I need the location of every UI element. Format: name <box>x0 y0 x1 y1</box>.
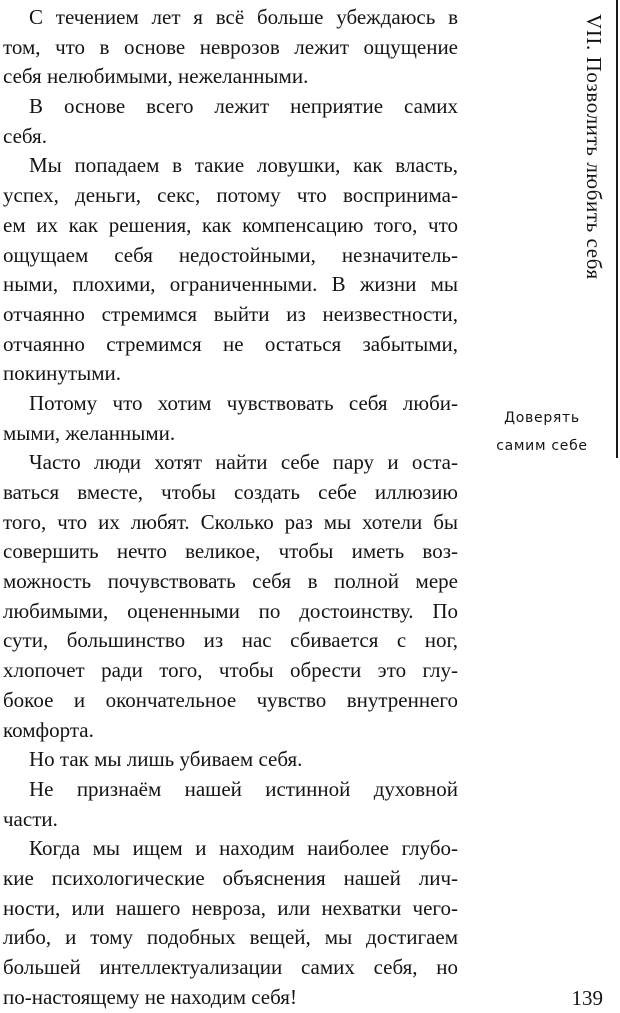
text-line: ными, плохими, ограниченными. В жизни мы <box>3 272 458 297</box>
paragraph <box>3 745 458 775</box>
paragraph <box>3 389 458 448</box>
text-line: отчаянно стремимся выйти из неизвестности, <box>3 301 458 326</box>
text-line: любимыми, оцененными по достоинству. По <box>3 598 458 623</box>
text-line: либо, и тому подобных вещей, мы достигаем <box>3 925 458 950</box>
text-line: хлопочет ради того, чтобы обрести это глу- <box>3 658 458 683</box>
text-line: большей интеллектуализации самих себя, но <box>3 955 458 979</box>
paragraph <box>3 151 458 389</box>
text-line: Мы попадаем в такие ловушки, как власть, <box>29 153 458 178</box>
text-line: сути, большинство из нас сбивается с ног, <box>3 628 458 653</box>
text-line: ощущаем себя недостойными, незначитель- <box>3 242 458 267</box>
text-line: ности, или нашего невроза, или нехватки чего- <box>3 895 458 920</box>
text-line: В основе всего лежит неприятие самих <box>29 94 458 119</box>
text-line: том, что в основе неврозов лежит ощущение <box>3 34 458 59</box>
paragraph <box>3 775 458 834</box>
text-line: Не признаём нашей истинной духовной <box>29 776 458 801</box>
text-line: С течением лет я всё больше убеждаюсь в <box>29 5 458 29</box>
text-line: покинутыми. <box>3 361 121 386</box>
text-line: бокое и окончательное чувство внутреннего <box>3 687 458 712</box>
text-line: комфорта. <box>3 717 94 742</box>
text-line: мыми, желанными. <box>3 420 176 445</box>
text-line: можность почувствовать себя в полной мере <box>3 569 458 594</box>
text-line: по-настоящему не находим себя! <box>3 984 297 1009</box>
paragraph <box>3 3 458 92</box>
text-line: совершить нечто великое, чтобы иметь воз- <box>3 539 458 564</box>
body-text <box>3 3 458 1012</box>
text-line: Часто люди хотят найти себе пару и оста- <box>29 450 458 475</box>
text-line: Когда мы ищем и находим наиболее глубо- <box>29 836 458 861</box>
side-note-line: Доверять <box>504 410 580 426</box>
text-line: отчаянно стремимся не остаться забытыми, <box>3 331 458 356</box>
paragraph <box>3 834 458 1012</box>
page-number: 139 <box>571 986 603 1010</box>
text-line: кие психологические объяснения нашей лич- <box>3 865 458 890</box>
side-note-line: самим себе <box>496 438 588 454</box>
side-note <box>478 404 606 460</box>
text-line: части. <box>3 806 58 831</box>
paragraph <box>3 448 458 745</box>
text-line: себя нелюбимыми, нежеланными. <box>3 64 309 89</box>
text-line: ем их как решения, как компенсацию того, что <box>3 212 458 237</box>
margin-rule <box>616 0 618 458</box>
text-line: того, что их любят. Сколько раз мы хотели бы <box>3 509 458 534</box>
text-line: Но так мы лишь убиваем себя. <box>29 747 303 772</box>
running-head: VII. Позволить любить себя <box>582 14 606 280</box>
text-line: ваться вместе, чтобы создать себе иллюзию <box>3 480 458 504</box>
text-line: успех, деньги, секс, потому что воспринима- <box>3 183 458 208</box>
text-line: себя. <box>3 123 47 148</box>
paragraph <box>3 92 458 151</box>
text-line: Потому что хотим чувствовать себя люби- <box>29 390 458 415</box>
